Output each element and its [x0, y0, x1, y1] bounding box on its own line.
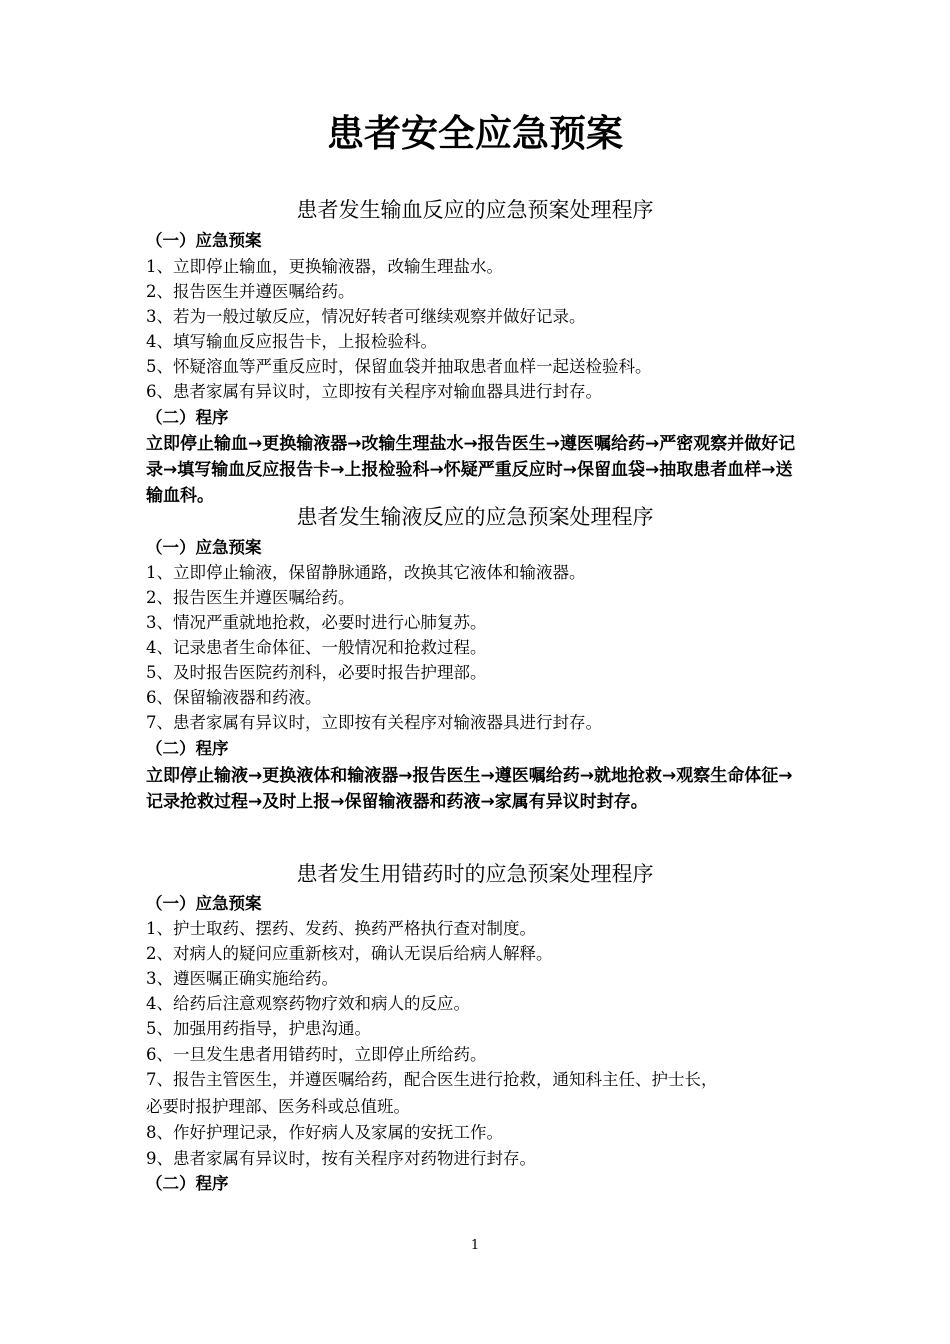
- plan-heading: （一）应急预案: [146, 894, 262, 913]
- list-item: 6、保留输液器和药液。: [146, 688, 322, 707]
- plan-heading: （一）应急预案: [146, 538, 262, 557]
- list-item: 2、报告医生并遵医嘱给药。: [146, 588, 355, 607]
- list-item: 2、对病人的疑问应重新核对，确认无误后给病人解释。: [146, 944, 553, 963]
- procedure-heading: （二）程序: [146, 408, 229, 427]
- list-item: 5、加强用药指导，护患沟通。: [146, 1019, 371, 1038]
- list-item: 2、报告医生并遵医嘱给药。: [146, 282, 355, 301]
- list-item: 4、填写输血反应报告卡，上报检验科。: [146, 332, 437, 351]
- procedure-heading: （二）程序: [146, 1174, 229, 1193]
- list-item: 9、患者家属有异议时，按有关程序对药物进行封存。: [146, 1149, 536, 1168]
- section-title: 患者发生输液反应的应急预案处理程序: [296, 505, 654, 529]
- section-title: 患者发生用错药时的应急预案处理程序: [296, 862, 654, 886]
- list-item: 3、若为一般过敏反应，情况好转者可继续观察并做好记录。: [146, 307, 586, 326]
- section-title: 患者发生输血反应的应急预案处理程序: [296, 198, 654, 222]
- list-item: 4、记录患者生命体征、一般情况和抢救过程。: [146, 638, 487, 657]
- plan-heading: （一）应急预案: [146, 231, 262, 250]
- document-title: 患者安全应急预案: [327, 111, 623, 155]
- list-item: 1、护士取药、摆药、发药、换药严格执行查对制度。: [146, 919, 536, 938]
- list-item: 7、报告主管医生，并遵医嘱给药，配合医生进行抢救，通知科主任、护士长，: [146, 1070, 718, 1089]
- list-item: 7、患者家属有异议时，立即按有关程序对输液器具进行封存。: [146, 713, 602, 732]
- list-item: 必要时报护理部、医务科或总值班。: [146, 1097, 410, 1116]
- procedure-text: 立即停止输血→更换输液器→改输生理盐水→报告医生→遵医嘱给药→严密观察并做好记录→填写输血反应报告卡→上报检验科→怀疑严重反应时→保留血袋→抽取患者血样→送输血科。: [146, 434, 796, 506]
- list-item: 8、作好护理记录，作好病人及家属的安抚工作。: [146, 1123, 503, 1142]
- list-item: 6、一旦发生患者用错药时，立即停止所给药。: [146, 1045, 487, 1064]
- procedure-heading: （二）程序: [146, 739, 229, 758]
- list-item: 5、及时报告医院药剂科，必要时报告护理部。: [146, 663, 487, 682]
- list-item: 4、给药后注意观察药物疗效和病人的反应。: [146, 994, 470, 1013]
- list-item: 6、患者家属有异议时，立即按有关程序对输血器具进行封存。: [146, 382, 602, 401]
- procedure-text: 立即停止输液→更换液体和输液器→报告医生→遵医嘱给药→就地抢救→观察生命体征→记录抢救过程→及时上报→保留输液器和药液→家属有异议时封存。: [146, 766, 793, 812]
- list-item: 1、立即停止输液，保留静脉通路，改换其它液体和输液器。: [146, 563, 586, 582]
- page-number: 1: [470, 1238, 480, 1253]
- list-item: 5、怀疑溶血等严重反应时，保留血袋并抽取患者血样一起送检验科。: [146, 357, 652, 376]
- list-item: 1、立即停止输血，更换输液器，改输生理盐水。: [146, 257, 503, 276]
- list-item: 3、情况严重就地抢救，必要时进行心肺复苏。: [146, 613, 487, 632]
- list-item: 3、遵医嘱正确实施给药。: [146, 969, 338, 988]
